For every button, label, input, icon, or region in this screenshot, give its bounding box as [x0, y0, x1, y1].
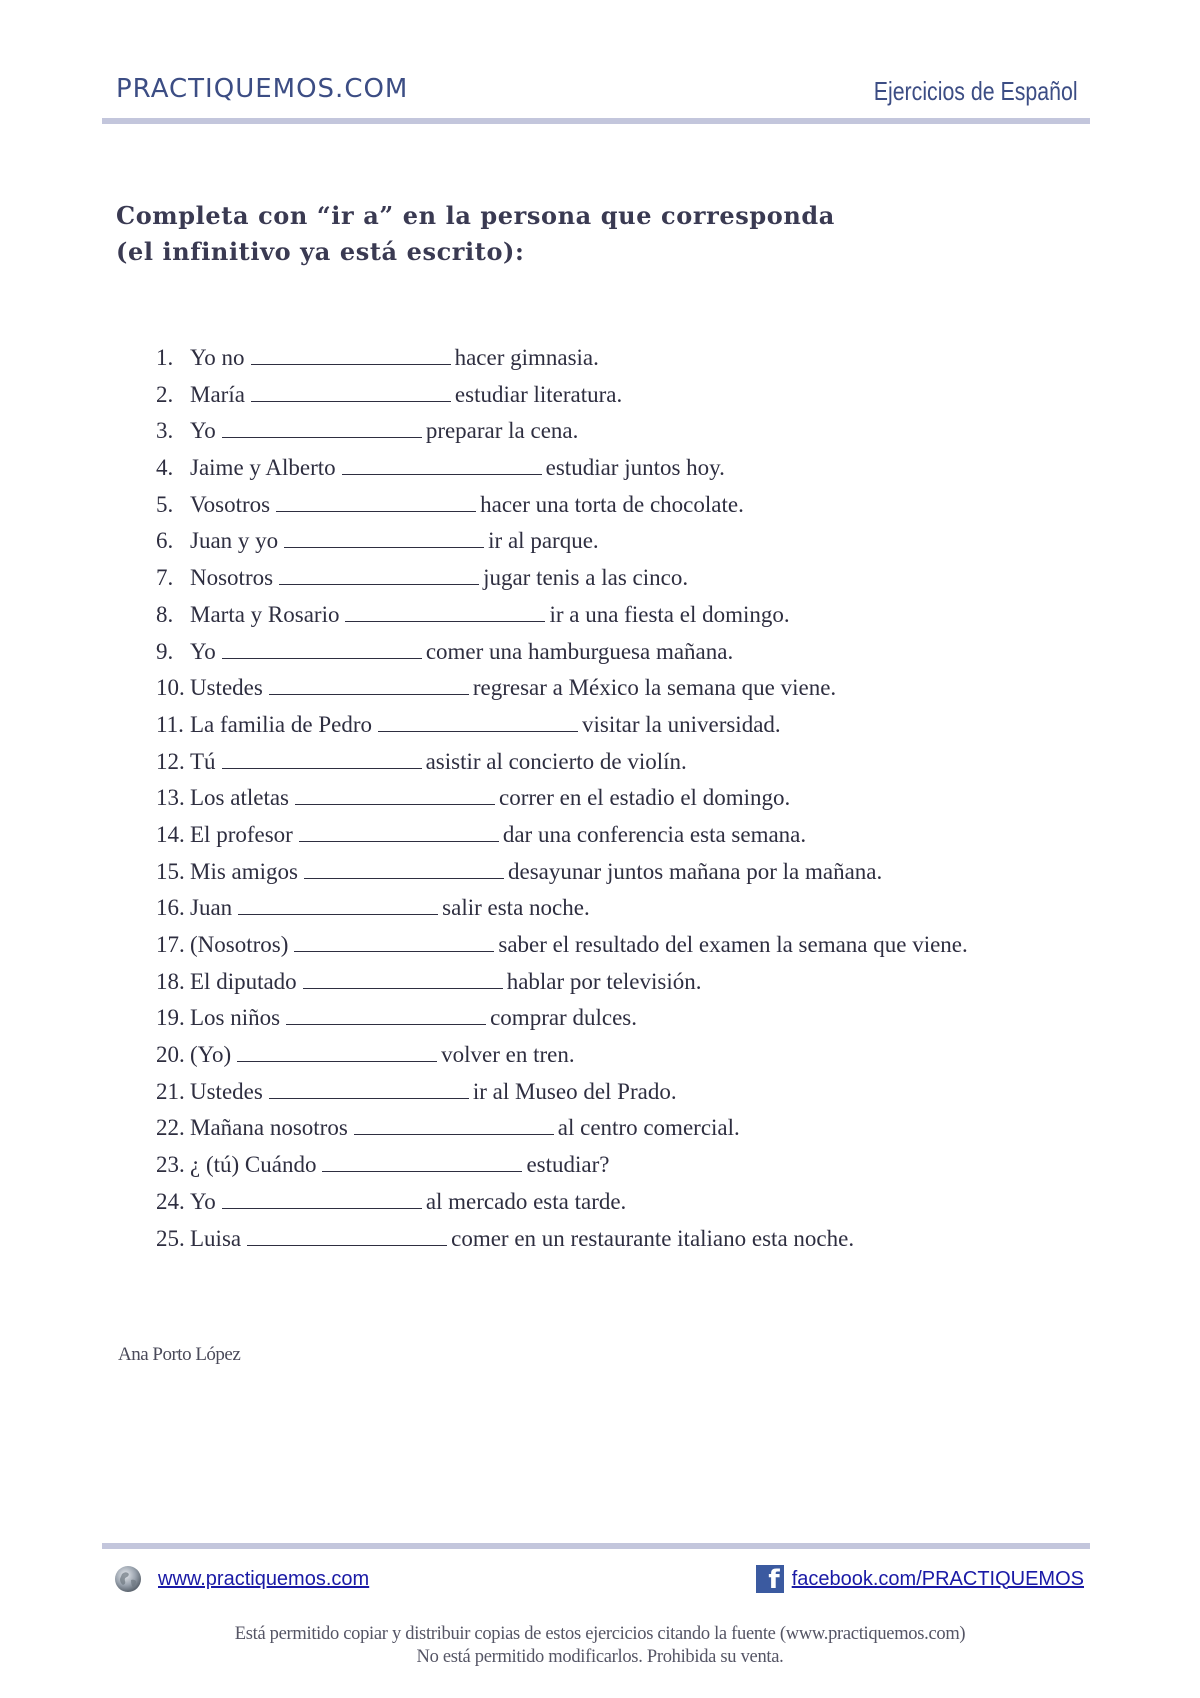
exercise-item: [156, 560, 968, 597]
answer-blank[interactable]: [269, 693, 469, 695]
answer-blank[interactable]: [222, 1207, 422, 1209]
exercise-number: 18.: [156, 968, 185, 994]
exercise-subject: Luisa: [190, 1225, 242, 1251]
copyright-notice: [0, 1623, 1200, 1669]
exercise-item: [156, 780, 968, 817]
exercise-subject: Marta y Rosario: [190, 601, 340, 627]
exercise-item: [156, 1184, 968, 1221]
exercise-number: 3.: [156, 418, 174, 444]
exercise-item: [156, 964, 968, 1001]
exercise-infinitive: ir al parque.: [488, 528, 599, 554]
exercise-infinitive: saber el resultado del examen la semana que viene.: [498, 932, 968, 957]
website-link[interactable]: www.practiquemos.com: [158, 1567, 370, 1590]
exercise-subject: Los niños: [190, 1005, 281, 1031]
answer-blank[interactable]: [303, 987, 503, 989]
answer-blank[interactable]: [286, 1023, 486, 1025]
exercise-number: 17.: [156, 932, 185, 957]
exercise-subject: Ustedes: [190, 1078, 263, 1104]
answer-blank[interactable]: [294, 950, 494, 952]
exercise-infinitive: estudiar literatura.: [454, 381, 623, 407]
exercise-infinitive: estudiar?: [526, 1152, 610, 1178]
exercise-subject: El profesor: [190, 821, 293, 847]
exercise-subject: (Yo): [190, 1042, 232, 1068]
exercise-item: [156, 927, 968, 964]
exercise-number: 24.: [156, 1188, 185, 1214]
exercise-subject: María: [190, 381, 245, 407]
exercise-infinitive: comer en un restaurante italiano esta noche.: [451, 1225, 855, 1251]
answer-blank[interactable]: [269, 1097, 469, 1099]
globe-icon: [114, 1565, 142, 1593]
exercise-subject: Juan: [190, 895, 233, 921]
exercise-number: 9.: [156, 638, 174, 664]
exercise-number: 2.: [156, 381, 174, 407]
exercise-subject: Yo: [190, 638, 216, 664]
exercise-subject: La familia de Pedro: [190, 711, 373, 737]
exercise-subject: Tú: [190, 748, 216, 774]
exercise-number: 7.: [156, 565, 174, 591]
exercise-subject: Jaime y Alberto: [190, 455, 336, 481]
exercise-number: 25.: [156, 1225, 185, 1251]
notice-line-2: No está permitido modificarlos. Prohibida su venta.: [416, 1647, 784, 1667]
footer-facebook: [756, 1565, 1084, 1593]
exercise-subject: Juan y yo: [190, 528, 279, 554]
exercise-item: [156, 1221, 968, 1258]
exercise-infinitive: comprar dulces.: [490, 1005, 637, 1031]
answer-blank[interactable]: [222, 767, 422, 769]
exercise-item: [156, 890, 968, 927]
exercise-item: [156, 450, 968, 487]
author-name: Ana Porto López: [118, 1344, 241, 1365]
exercise-item: [156, 1000, 968, 1037]
exercise-item: [156, 817, 968, 854]
exercise-number: 19.: [156, 1005, 185, 1031]
exercise-subject: Mis amigos: [190, 858, 298, 884]
exercise-number: 23.: [156, 1152, 185, 1178]
exercise-subject: ¿ (tú) Cuándo: [190, 1152, 317, 1178]
exercise-item: [156, 1147, 968, 1184]
footer-divider: [102, 1543, 1090, 1549]
exercise-number: 8.: [156, 601, 174, 627]
exercise-infinitive: salir esta noche.: [442, 895, 590, 921]
answer-blank[interactable]: [322, 1170, 522, 1172]
exercise-subject: Ustedes: [190, 675, 263, 701]
exercise-number: 13.: [156, 785, 185, 811]
exercise-number: 22.: [156, 1115, 185, 1141]
exercise-infinitive: al centro comercial.: [557, 1115, 740, 1141]
exercise-infinitive: ir al Museo del Prado.: [472, 1078, 677, 1104]
exercise-subject: Yo: [190, 418, 216, 444]
header-brand: PRACTIQUEMOS.COM: [116, 74, 409, 104]
answer-blank[interactable]: [378, 730, 578, 732]
exercise-item: [156, 413, 968, 450]
exercise-infinitive: dar una conferencia esta semana.: [502, 821, 807, 847]
exercise-infinitive: asistir al concierto de violín.: [425, 748, 687, 774]
exercise-subject: Nosotros: [190, 565, 274, 591]
exercise-number: 12.: [156, 748, 185, 774]
answer-blank[interactable]: [299, 840, 499, 842]
exercise-infinitive: regresar a México la semana que viene.: [472, 675, 837, 701]
exercise-subject: Vosotros: [190, 491, 271, 517]
exercise-number: 20.: [156, 1042, 185, 1068]
exercise-number: 11.: [156, 711, 184, 737]
exercise-item: [156, 1074, 968, 1111]
answer-blank[interactable]: [222, 657, 422, 659]
answer-blank[interactable]: [238, 913, 438, 915]
answer-blank[interactable]: [279, 583, 479, 585]
exercise-infinitive: hablar por televisión.: [506, 968, 702, 994]
exercise-item: [156, 634, 968, 671]
answer-blank[interactable]: [342, 473, 542, 475]
exercise-subject: Yo no: [190, 345, 245, 370]
exercise-list: [156, 340, 968, 1257]
answer-blank[interactable]: [284, 546, 484, 548]
exercise-item: [156, 1110, 968, 1147]
answer-blank[interactable]: [295, 803, 495, 805]
exercise-item: [156, 707, 968, 744]
exercise-infinitive: desayunar juntos mañana por la mañana.: [507, 858, 883, 884]
exercise-subject: Yo: [190, 1188, 216, 1214]
exercise-number: 15.: [156, 858, 185, 884]
answer-blank[interactable]: [251, 363, 451, 365]
exercise-infinitive: comer una hamburguesa mañana.: [425, 638, 734, 664]
answer-blank[interactable]: [345, 620, 545, 622]
instructions-heading: [116, 198, 1016, 270]
facebook-icon: f: [756, 1565, 784, 1593]
exercise-item: [156, 340, 968, 377]
exercise-infinitive: correr en el estadio el domingo.: [499, 785, 791, 811]
exercise-item: [156, 377, 968, 414]
exercise-number: 1.: [156, 345, 174, 370]
exercise-item: [156, 670, 968, 707]
exercise-infinitive: ir a una fiesta el domingo.: [549, 601, 790, 627]
exercise-item: [156, 744, 968, 781]
answer-blank[interactable]: [222, 436, 422, 438]
exercise-number: 14.: [156, 821, 185, 847]
exercise-infinitive: al mercado esta tarde.: [425, 1188, 627, 1214]
exercise-number: 21.: [156, 1078, 185, 1104]
exercise-infinitive: estudiar juntos hoy.: [545, 455, 725, 481]
footer-website: [114, 1565, 369, 1593]
facebook-link[interactable]: facebook.com/PRACTIQUEMOS: [791, 1567, 1084, 1590]
instructions-line-1: Completa con “ir a” en la persona que corresponda: [116, 201, 835, 230]
exercise-number: 4.: [156, 455, 174, 481]
exercise-infinitive: hacer gimnasia.: [454, 345, 599, 370]
exercise-infinitive: preparar la cena.: [425, 418, 579, 444]
answer-blank[interactable]: [247, 1244, 447, 1246]
exercise-item: [156, 1037, 968, 1074]
exercise-number: 6.: [156, 528, 174, 554]
exercise-subject: (Nosotros): [190, 932, 289, 957]
exercise-item: [156, 854, 968, 891]
header-divider: [102, 118, 1090, 124]
exercise-item: [156, 487, 968, 524]
exercise-subject: El diputado: [190, 968, 297, 994]
exercise-infinitive: volver en tren.: [441, 1042, 575, 1068]
exercise-number: 16.: [156, 895, 185, 921]
answer-blank[interactable]: [237, 1060, 437, 1062]
answer-blank[interactable]: [276, 510, 476, 512]
exercise-infinitive: hacer una torta de chocolate.: [480, 491, 744, 517]
exercise-subject: Los atletas: [190, 785, 289, 811]
instructions-line-2: (el infinitivo ya está escrito):: [116, 237, 525, 266]
exercise-subject: Mañana nosotros: [190, 1115, 348, 1141]
answer-blank[interactable]: [304, 877, 504, 879]
header-subtitle: Ejercicios de Español: [874, 76, 1078, 106]
exercise-item: [156, 597, 968, 634]
answer-blank[interactable]: [354, 1133, 554, 1135]
exercise-number: 5.: [156, 491, 174, 517]
exercise-item: [156, 523, 968, 560]
exercise-infinitive: jugar tenis a las cinco.: [483, 565, 689, 591]
answer-blank[interactable]: [251, 400, 451, 402]
exercise-infinitive: visitar la universidad.: [582, 711, 781, 737]
notice-line-1: Está permitido copiar y distribuir copias de estos ejercicios citando la fuente (www.practiquemos.com): [234, 1624, 966, 1644]
exercise-number: 10.: [156, 675, 185, 701]
